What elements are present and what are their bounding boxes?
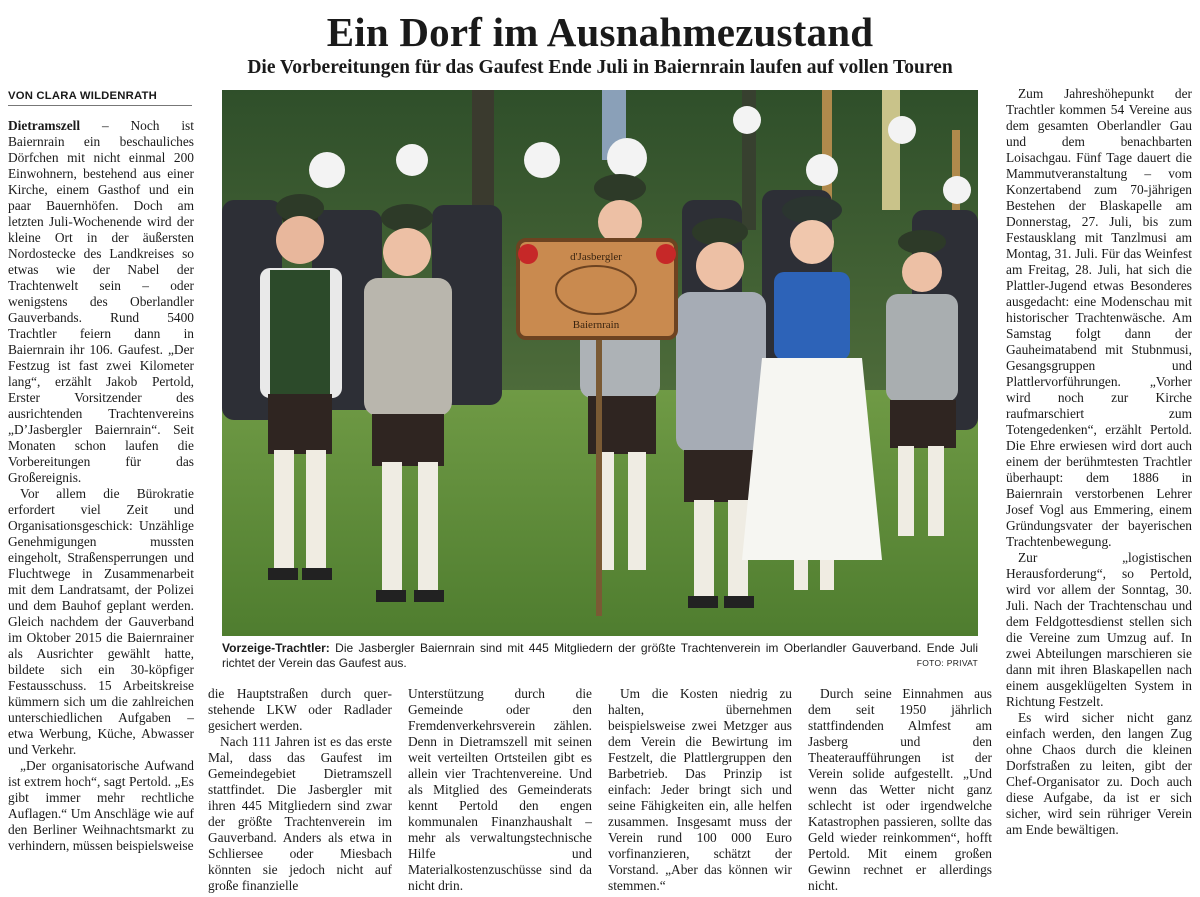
article-column-4 bbox=[608, 686, 792, 892]
sign-bottom-text: Baiernrain bbox=[572, 319, 620, 331]
headline: Ein Dorf im Ausnahmezustand bbox=[326, 9, 874, 55]
photo-caption bbox=[222, 641, 978, 671]
subheadline: Die Vorbereitungen für das Gaufest Ende Juli in Baiernrain laufen auf vollen Touren bbox=[247, 57, 953, 78]
paragraph bbox=[8, 118, 194, 486]
sign-top-text: d'Jasbergler bbox=[570, 251, 622, 263]
dateline: Dietramszell bbox=[8, 118, 81, 133]
caption-text: Die Jasbergler Baiernrain sind mit 445 Mitgliedern der größte Trachtenverein im Oberlandler Gauverband. Ende Juli richtet der Verein das Gaufest aus. bbox=[222, 641, 978, 670]
article-column-1 bbox=[8, 118, 194, 892]
photo-image bbox=[222, 90, 978, 636]
article-photo bbox=[222, 90, 978, 636]
paragraph-text: – Noch ist Baiernrain ein beschauliches Dörfchen mit nicht einmal 200 Einwohnern, bestehend aus einer Kirche, einem Gasthof und ein paar Bauernhöfen. Doch am letzten Juli-Wochenende wird der kleine Ort in der äußersten Nordostecke des Landkreises so etwas wie der Nabel der Trachtenwelt sein – oder wenigstens des Oberlandler Gauverbands. Rund 5400 Trachtler feiern dann in Baiernrain ihr 106. Gaufest. „Der Festzug ist fast zwei Kilometer lang“, erzählt Jakob Pertold, Erster Vorsitzender des ausrichtenden Trachtenvereins „D’Jasbergler Baiernrain“. Seit Monaten schon laufen die Vorbereitungen für das Großereignis. bbox=[8, 118, 194, 485]
paragraph: Es wird sicher nicht ganz einfach werden, den langen Zug ohne Chaos durch die kleinen Dorfstraßen zu leiten, gibt der Chef-Organisator zu. Doch auch diese Aufgabe, da ist er sich sicher, wird sein rühriger Verein am Ende bewältigen. bbox=[1006, 710, 1192, 837]
paragraph: Zum Jahreshöhepunkt der Trachtler kommen 54 Vereine aus dem gesamten Oberlandler Gau und dem benachbarten Loisachgau. Fünf Tage dauert die Mammutveranstaltung – vom Konzertabend zum 70-jährigen Bestehen der Blaskapelle am Donnerstag, 27. Juli, bis zum Festausklang mit Tanzlmusi am Montag, 31. Juli. Für das Weinfest am Freitag, 28. Juli, hat sich die Plattler-Jugend etwas Besonderes ausgedacht: eine Modenschau mit historischer Trachtenwäsche. Am Samstag folgt dann der Gauheimatabend mit Stubnmusi, Gesangsgruppen und Plattlervorführungen. „Vorher wird noch zur Kirche raufmarschiert zum Totengedenken“, erzählt Pertold. Die Ehre erwiesen wird dort auch einem der berühmtesten Trachtler überhaupt: dem 1886 in Baiernrain verstorbenen Lehrer Josef Vogl aus Emmering, einem Gründungsvater der bayerischen Trachtenbewegung. bbox=[1006, 86, 1192, 549]
article-column-6 bbox=[1006, 86, 1192, 892]
paragraph: Unterstützung durch die Gemeinde oder den Fremdenverkehrsverein zählen. Denn in Dietramszell mit seinen weit verteilten Ortsteilen gibt es allein vier Trachtenvereine. Und als Mitglied des Gemeinderats kennt Pertold den engen kommunalen Finanzhaushalt – mehr als verwaltungstechnische Hilfe und Materialkostenzuschüsse sind da nicht drin. bbox=[408, 686, 592, 893]
byline: VON CLARA WILDENRATH bbox=[8, 90, 192, 106]
article-column-5 bbox=[808, 686, 992, 892]
paragraph: Nach 111 Jahren ist es das erste Mal, dass das Gaufest im Gemeindegebiet Dietramszell stattfindet. Die Jasbergler mit ihren 445 Mitgliedern sind zwar der größte Trachtenverein im Gauverband. Anders als etwa in Schliersee oder Miesbach könnten sie jedoch nicht auf große finanzielle bbox=[208, 734, 392, 893]
article-column-2 bbox=[208, 686, 392, 892]
paragraph: „Der organisatorische Aufwand ist extrem hoch“, sagt Pertold. „Es gibt immer mehr rechtliche Auflagen.“ Um Anschläge wie auf den Berliner Weihnachtsmarkt zu verhindern, müssen beispielsweise bbox=[8, 758, 194, 853]
caption-label: Vorzeige-Trachtler: bbox=[222, 641, 330, 655]
paragraph: die Hauptstraßen durch querstehende LKW oder Radlader gesichert werden. bbox=[208, 686, 392, 733]
paragraph: Durch seine Einnahmen aus dem seit 1950 jährlich stattfindenden Almfest am Jasberg und den Theateraufführungen ist der Verein solide aufgestellt. „Und wenn das Wetter nicht ganz schlecht ist oder irgendwelche Katastrophen passieren, sollte das Geld wieder reinkommen“, hofft Pertold. Mit einem großen Gewinn rechnet er allerdings nicht. bbox=[808, 686, 992, 893]
paragraph: Vor allem die Bürokratie erfordert viel Zeit und Organisationsgeschick: Unzählige Genehmigungen mussten eingeholt, Straßensperrungen und Fluchtwege in Zusammenarbeit mit dem Landratsamt, der Polizei und dem Bauhof geplant werden. Gleich nachdem der Gauverband im Oktober 2015 die Baiernrainer als Ausrichter gewählt hatte, bildete sich ein 30-köpfiger Festausschuss. 15 Arbeitskreise kümmern sich um die zahlreichen unterschiedlichen Aufgaben – etwa Werbung, Küche, Abwasser und Verkehr. bbox=[8, 486, 194, 757]
paragraph: Zur „logistischen Herausforderung“, so Pertold, wird vor allem der Sonntag, 30. Juli. Nach der Trachtenschau und dem Feldgottesdienst stellen sich die Vereine zum Umzug auf. In zwei Abteilungen marschieren sie dann mit ihren Blaskapellen nach einem ausgeklügelten System in Richtung Festzelt. bbox=[1006, 550, 1192, 709]
paragraph: Um die Kosten niedrig zu halten, übernehmen beispielsweise zwei Metzger aus dem Verein die Bewirtung im Festzelt, die Plattlergruppen den Barbetrieb. Das Prinzip ist einfach: Jeder bringt sich und seine Fähigkeiten ein, alle helfen zusammen. Insgesamt muss der Verein rund 100 000 Euro vorfinanzieren, schätzt der Vorstand. „Aber das können wir stemmen.“ bbox=[608, 686, 792, 893]
photo-credit: FOTO: PRIVAT bbox=[916, 658, 978, 668]
article-column-3 bbox=[408, 686, 592, 892]
